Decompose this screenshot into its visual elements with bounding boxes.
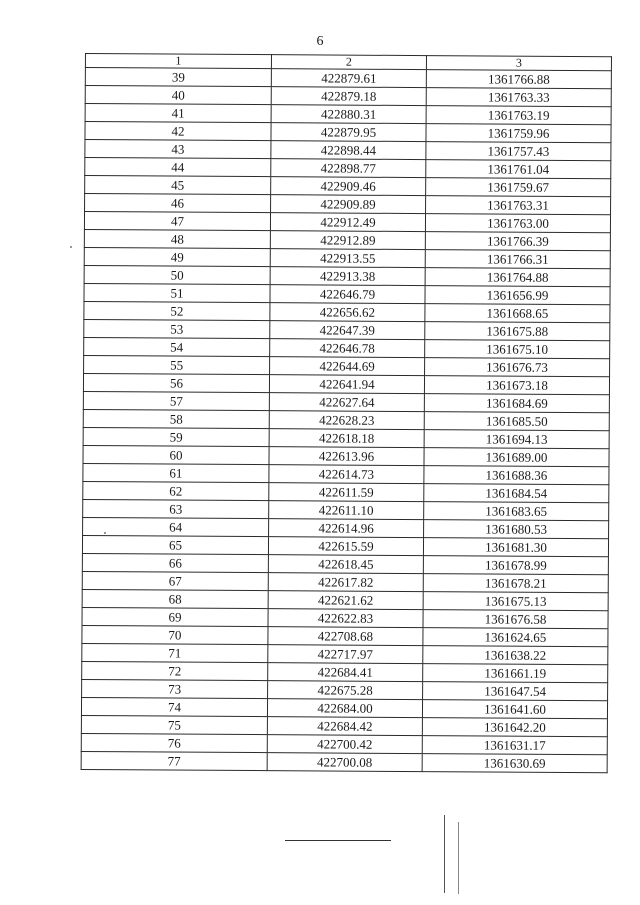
x-coordinate-cell: 422611.59 xyxy=(269,483,424,502)
y-coordinate-cell: 1361689.00 xyxy=(424,448,609,467)
y-coordinate-cell: 1361676.58 xyxy=(423,610,608,629)
y-coordinate-cell: 1361684.69 xyxy=(424,394,609,413)
y-coordinate-cell: 1361624.65 xyxy=(423,628,608,647)
x-coordinate-cell: 422618.45 xyxy=(268,555,423,574)
y-coordinate-cell: 1361656.99 xyxy=(425,286,610,305)
column-header-y: 3 xyxy=(426,56,611,71)
coordinates-table xyxy=(81,53,612,773)
x-coordinate-cell: 422898.77 xyxy=(271,159,426,178)
point-number-cell: 66 xyxy=(82,553,268,572)
scan-speck xyxy=(70,246,72,248)
point-number-cell: 52 xyxy=(84,301,270,320)
point-number-cell: 62 xyxy=(83,481,269,500)
y-coordinate-cell: 1361684.54 xyxy=(424,484,609,503)
point-number-cell: 46 xyxy=(85,194,271,213)
point-number-cell: 73 xyxy=(82,679,268,698)
x-coordinate-cell: 422700.42 xyxy=(267,735,422,754)
x-coordinate-cell: 422644.69 xyxy=(270,357,425,376)
point-number-cell: 45 xyxy=(85,176,271,195)
y-coordinate-cell: 1361661.19 xyxy=(423,664,608,683)
y-coordinate-cell: 1361766.39 xyxy=(425,232,610,251)
y-coordinate-cell: 1361764.88 xyxy=(425,268,610,287)
point-number-cell: 39 xyxy=(85,68,271,87)
point-number-cell: 74 xyxy=(81,697,267,716)
x-coordinate-cell: 422912.89 xyxy=(270,231,425,250)
x-coordinate-cell: 422912.49 xyxy=(270,213,425,232)
point-number-cell: 47 xyxy=(84,212,270,231)
x-coordinate-cell: 422641.94 xyxy=(269,375,424,394)
y-coordinate-cell: 1361638.22 xyxy=(423,646,608,665)
x-coordinate-cell: 422913.55 xyxy=(270,249,425,268)
y-coordinate-cell: 1361761.04 xyxy=(426,160,611,179)
y-coordinate-cell: 1361675.13 xyxy=(423,592,608,611)
y-coordinate-cell: 1361647.54 xyxy=(423,682,608,701)
x-coordinate-cell: 422622.83 xyxy=(268,609,423,628)
y-coordinate-cell: 1361763.00 xyxy=(425,214,610,233)
y-coordinate-cell: 1361678.21 xyxy=(423,574,608,593)
y-coordinate-cell: 1361631.17 xyxy=(422,736,607,755)
point-number-cell: 60 xyxy=(83,445,269,464)
x-coordinate-cell: 422621.62 xyxy=(268,591,423,610)
point-number-cell: 43 xyxy=(85,140,271,159)
point-number-cell: 63 xyxy=(83,499,269,518)
point-number-cell: 58 xyxy=(83,409,269,428)
y-coordinate-cell: 1361766.88 xyxy=(426,70,611,89)
x-coordinate-cell: 422909.46 xyxy=(271,177,426,196)
x-coordinate-cell: 422913.38 xyxy=(270,267,425,286)
x-coordinate-cell: 422684.41 xyxy=(268,663,423,682)
y-coordinate-cell: 1361759.67 xyxy=(426,178,611,197)
coordinates-table-wrapper xyxy=(81,53,611,773)
coordinates-table-body xyxy=(81,54,611,773)
point-number-cell: 77 xyxy=(81,751,267,770)
y-coordinate-cell: 1361675.88 xyxy=(425,322,610,341)
x-coordinate-cell: 422684.42 xyxy=(267,717,422,736)
x-coordinate-cell: 422675.28 xyxy=(268,681,423,700)
y-coordinate-cell: 1361694.13 xyxy=(424,430,609,449)
point-number-cell: 44 xyxy=(85,158,271,177)
point-number-cell: 64 xyxy=(83,517,269,536)
point-number-cell: 50 xyxy=(84,265,270,284)
y-coordinate-cell: 1361680.53 xyxy=(424,520,609,539)
x-coordinate-cell: 422879.18 xyxy=(271,87,426,106)
point-number-cell: 53 xyxy=(84,319,270,338)
scan-speck xyxy=(104,532,106,534)
x-coordinate-cell: 422880.31 xyxy=(271,105,426,124)
x-coordinate-cell: 422646.79 xyxy=(270,285,425,304)
x-coordinate-cell: 422618.18 xyxy=(269,429,424,448)
y-coordinate-cell: 1361673.18 xyxy=(424,376,609,395)
column-header-point: 1 xyxy=(85,54,271,69)
x-coordinate-cell: 422684.00 xyxy=(267,699,422,718)
y-coordinate-cell: 1361763.19 xyxy=(426,106,611,125)
x-coordinate-cell: 422708.68 xyxy=(268,627,423,646)
point-number-cell: 61 xyxy=(83,463,269,482)
point-number-cell: 56 xyxy=(83,373,269,392)
point-number-cell: 42 xyxy=(85,122,271,141)
y-coordinate-cell: 1361668.65 xyxy=(425,304,610,323)
y-coordinate-cell: 1361763.31 xyxy=(426,196,611,215)
y-coordinate-cell: 1361757.43 xyxy=(426,142,611,161)
x-coordinate-cell: 422611.10 xyxy=(269,501,424,520)
y-coordinate-cell: 1361759.96 xyxy=(426,124,611,143)
y-coordinate-cell: 1361681.30 xyxy=(423,538,608,557)
point-number-cell: 40 xyxy=(85,86,271,105)
x-coordinate-cell: 422615.59 xyxy=(268,537,423,556)
point-number-cell: 71 xyxy=(82,643,268,662)
point-number-cell: 54 xyxy=(84,337,270,356)
x-coordinate-cell: 422614.73 xyxy=(269,465,424,484)
x-coordinate-cell: 422627.64 xyxy=(269,393,424,412)
y-coordinate-cell: 1361676.73 xyxy=(425,358,610,377)
margin-mark xyxy=(444,815,445,893)
point-number-cell: 68 xyxy=(82,589,268,608)
x-coordinate-cell: 422879.95 xyxy=(271,123,426,142)
y-coordinate-cell: 1361630.69 xyxy=(422,754,607,773)
x-coordinate-cell: 422656.62 xyxy=(270,303,425,322)
y-coordinate-cell: 1361766.31 xyxy=(425,250,610,269)
x-coordinate-cell: 422617.82 xyxy=(268,573,423,592)
x-coordinate-cell: 422898.44 xyxy=(271,141,426,160)
x-coordinate-cell: 422647.39 xyxy=(270,321,425,340)
point-number-cell: 48 xyxy=(84,229,270,248)
table-row xyxy=(81,751,607,772)
x-coordinate-cell: 422700.08 xyxy=(267,753,422,772)
margin-mark xyxy=(458,822,459,894)
y-coordinate-cell: 1361763.33 xyxy=(426,88,611,107)
point-number-cell: 72 xyxy=(82,661,268,680)
x-coordinate-cell: 422879.61 xyxy=(271,69,426,88)
column-header-x: 2 xyxy=(271,55,426,70)
point-number-cell: 69 xyxy=(82,607,268,626)
x-coordinate-cell: 422614.96 xyxy=(269,519,424,538)
y-coordinate-cell: 1361683.65 xyxy=(424,502,609,521)
point-number-cell: 49 xyxy=(84,247,270,266)
point-number-cell: 70 xyxy=(82,625,268,644)
x-coordinate-cell: 422646.78 xyxy=(270,339,425,358)
x-coordinate-cell: 422628.23 xyxy=(269,411,424,430)
y-coordinate-cell: 1361675.10 xyxy=(425,340,610,359)
x-coordinate-cell: 422613.96 xyxy=(269,447,424,466)
y-coordinate-cell: 1361688.36 xyxy=(424,466,609,485)
x-coordinate-cell: 422909.89 xyxy=(271,195,426,214)
y-coordinate-cell: 1361685.50 xyxy=(424,412,609,431)
y-coordinate-cell: 1361641.60 xyxy=(422,700,607,719)
point-number-cell: 59 xyxy=(83,427,269,446)
page-number: 6 xyxy=(316,34,324,49)
x-coordinate-cell: 422717.97 xyxy=(268,645,423,664)
point-number-cell: 41 xyxy=(85,104,271,123)
point-number-cell: 57 xyxy=(83,391,269,410)
point-number-cell: 67 xyxy=(82,571,268,590)
point-number-cell: 51 xyxy=(84,283,270,302)
point-number-cell: 75 xyxy=(81,715,267,734)
point-number-cell: 55 xyxy=(84,355,270,374)
y-coordinate-cell: 1361642.20 xyxy=(422,718,607,737)
point-number-cell: 65 xyxy=(82,535,268,554)
y-coordinate-cell: 1361678.99 xyxy=(423,556,608,575)
point-number-cell: 76 xyxy=(81,733,267,752)
signature-line xyxy=(285,840,391,841)
